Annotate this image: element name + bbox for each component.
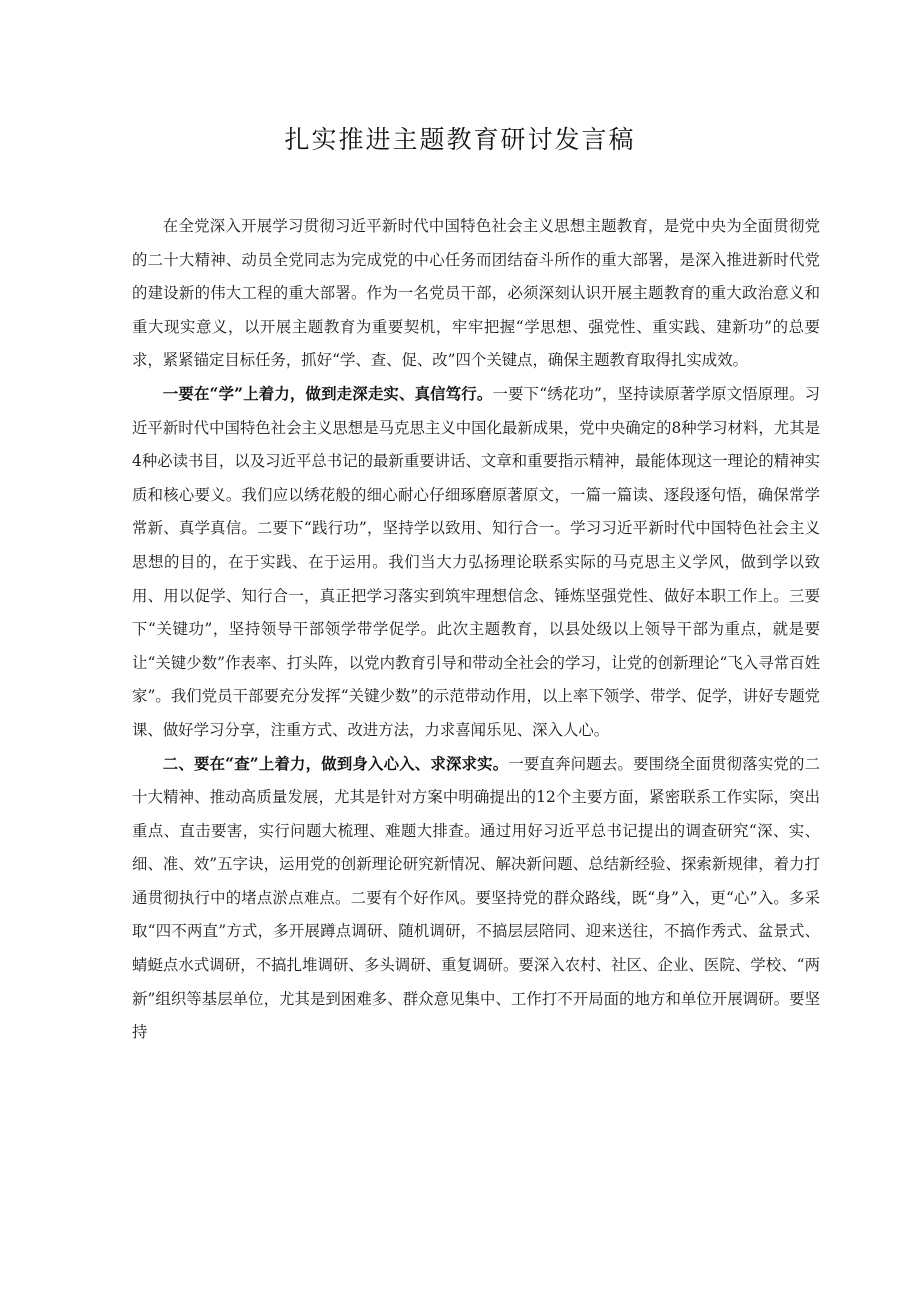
document-body	[132, 210, 820, 1050]
paragraph-inspect	[132, 748, 820, 1050]
paragraph-study	[132, 378, 820, 748]
paragraph-intro-text: 在全党深入开展学习贯彻习近平新时代中国特色社会主义思想主题教育，是党中央为全面贯彻党的二十大精神、动员全党同志为完成党的中心任务而团结奋斗所作的重大部署，是深入推进新时代党的建设新的伟大工程的重大部署。作为一名党员干部，必须深刻认识开展主题教育的重大政治意义和重大现实意义，以开展主题教育为重要契机，牢牢把握“学思想、强党性、重实践、建新功”的总要求，紧紧锚定目标任务，抓好“学、查、促、改”四个关键点，确保主题教育取得扎实成效。	[132, 217, 820, 370]
paragraph-study-text: 一要下“绣花功”，坚持读原著学原文悟原理。习近平新时代中国特色社会主义思想是马克思主义中国化最新成果，党中央确定的8种学习材料，尤其是4种必读书目，以及习近平总书记的最新重要讲话、文章和重要指示精神，最能体现这一理论的精神实质和核心要义。我们应以绣花般的细心耐心仔细琢磨原著原文，一篇一篇读、逐段逐句悟，确保常学常新、真学真信。二要下“践行功”，坚持学以致用、知行合一。学习习近平新时代中国特色社会主义思想的目的，在于实践、在于运用。我们当大力弘扬理论联系实际的马克思主义学风，做到学以致用、用以促学、知行合一，真正把学习落实到筑牢理想信念、锤炼坚强党性、做好本职工作上。三要下“关键功”，坚持领导干部领学带学促学。此次主题教育，以县处级以上领导干部为重点，就是要让“关键少数”作表率、打头阵，以党内教育引导和带动全社会的学习，让党的创新理论“飞入寻常百姓家”。我们党员干部要充分发挥“关键少数”的示范带动作用，以上率下领学、带学、促学，讲好专题党课、做好学习分享，注重方式、改进方法，力求喜闻乐见、深入人心。	[132, 384, 820, 739]
paragraph-inspect-heading: 二、要在“查”上着力，做到身入心入、求深求实。	[162, 754, 509, 773]
paragraph-intro	[132, 210, 820, 378]
paragraph-study-heading: 一要在“学”上着力，做到走深走实、真信笃行。	[162, 384, 493, 403]
document-title: 扎实推进主题教育研讨发言稿	[284, 125, 636, 154]
paragraph-inspect-text: 一要直奔问题去。要围绕全面贯彻落实党的二十大精神、推动高质量发展，尤其是针对方案中明确提出的12个主要方面，紧密联系工作实际，突出重点、直击要害，实行问题大梳理、难题大排查。通过用好习近平总书记提出的调查研究“深、实、细、准、效”五字诀，运用党的创新理论研究新情况、解决新问题、总结新经验、探索新规律，着力打通贯彻执行中的堵点淤点难点。二要有个好作风。要坚持党的群众路线，既“身”入，更“心”入。多采取“四不两直”方式，多开展蹲点调研、随机调研，不搞层层陪同、迎来送往，不搞作秀式、盆景式、蜻蜓点水式调研，不搞扎堆调研、多头调研、重复调研。要深入农村、社区、企业、医院、学校、“两新”组织等基层单位，尤其是到困难多、群众意见集中、工作打不开局面的地方和单位开展调研。要坚持	[132, 754, 820, 1042]
